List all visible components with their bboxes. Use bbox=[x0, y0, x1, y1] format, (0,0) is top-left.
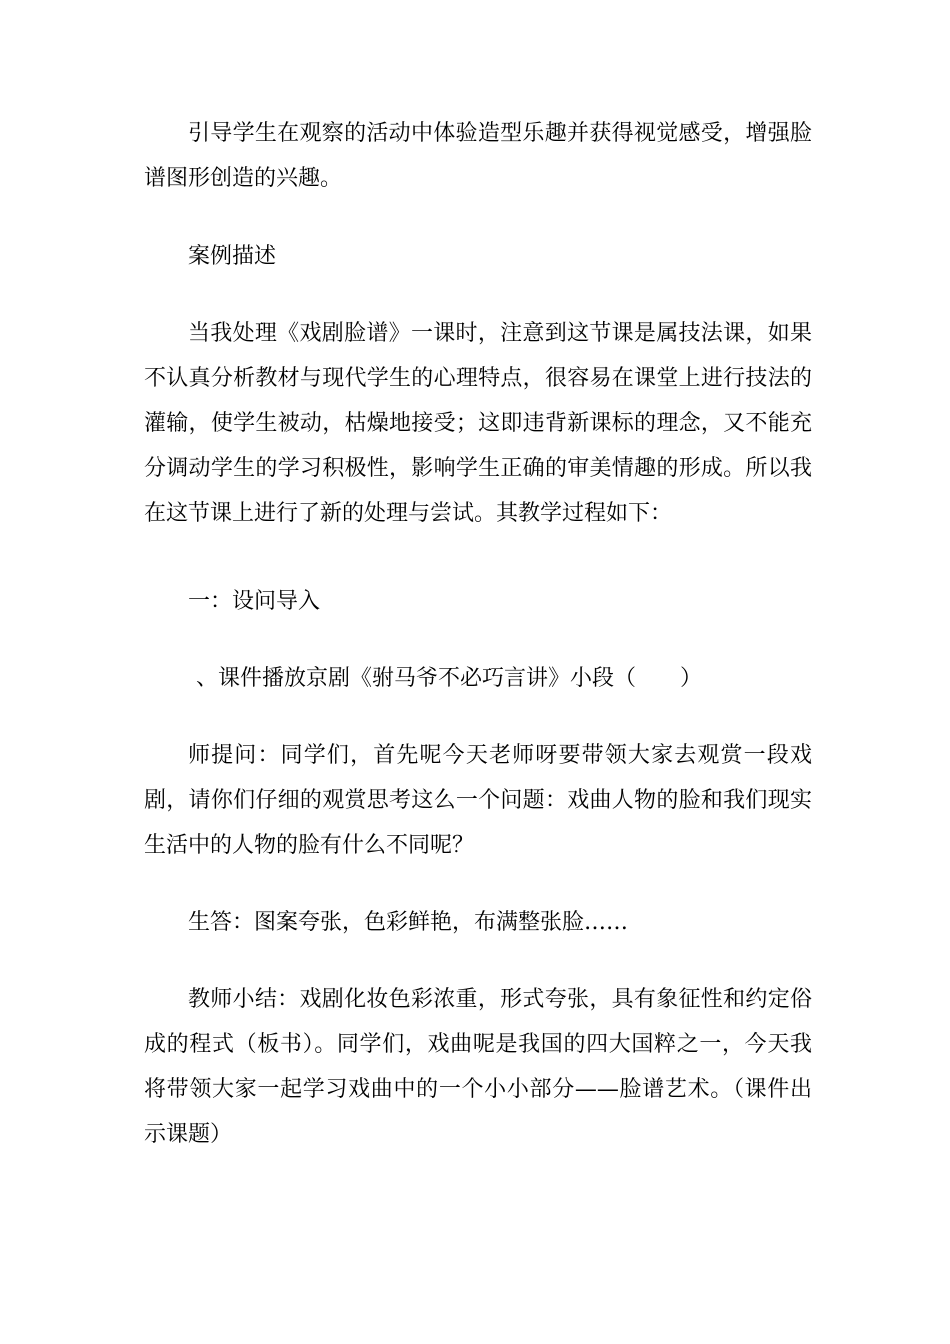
paragraph-courseware-playback: 、课件播放京剧《驸马爷不必巧言讲》小段（ ） bbox=[196, 666, 703, 691]
section-heading-introduction: 一：设问导入 bbox=[188, 589, 321, 614]
paragraph-student-answer: 生答：图案夸张，色彩鲜艳，布满整张脸…… bbox=[188, 910, 629, 935]
paragraph-teacher-summary: 教师小结：戏剧化妆色彩浓重，形式夸张，具有象征性和约定俗成的程式（板书）。同学们，戏曲呢是我国的四大国粹之一，今天我将带领大家一起学习戏曲中的一个小小部分——脸谱艺术。（课件出示课题） bbox=[144, 987, 812, 1147]
section-heading-case-description: 案例描述 bbox=[188, 244, 277, 269]
paragraph-teacher-question: 师提问：同学们，首先呢今天老师呀要带领大家去观赏一段戏剧，请你们仔细的观赏思考这么一个问题：戏曲人物的脸和我们现实生活中的人物的脸有什么不同呢？ bbox=[144, 743, 812, 858]
paragraph-case-intro: 当我处理《戏剧脸谱》一课时，注意到这节课是属技法课，如果不认真分析教材与现代学生的心理特点，很容易在课堂上进行技法的灌输，使学生被动，枯燥地接受；这即违背新课标的理念，又不能充分调动学生的学习积极性，影响学生正确的审美情趣的形成。所以我在这节课上进行了新的处理与尝试。其教学过程如下： bbox=[144, 321, 812, 526]
paragraph-objective: 引导学生在观察的活动中体验造型乐趣并获得视觉感受，增强脸谱图形创造的兴趣。 bbox=[144, 121, 812, 191]
